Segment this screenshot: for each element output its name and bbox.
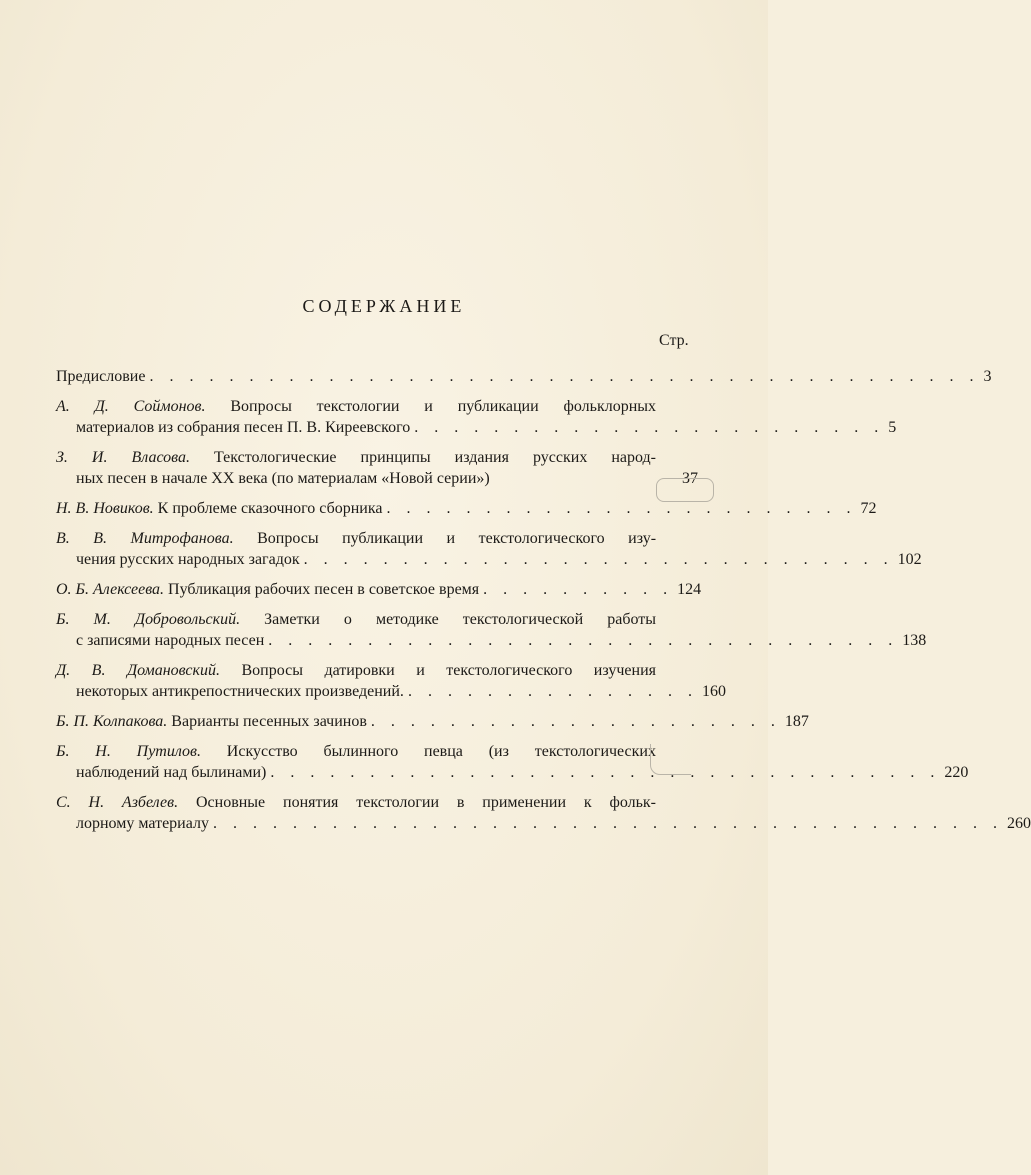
leader-dots: . . . . . . . . . . . . . . . . . . . . . . . . . . . . . . bbox=[303, 551, 894, 568]
toc-entry bbox=[56, 498, 877, 519]
leader-dots: . . . . . . . . . . . . . . . . . . . . . . . . . . . . . . . . . . . . . . . . bbox=[212, 815, 1003, 832]
leader-dots: . . . . . . . . . . . . . . . . . . . . . . . . bbox=[386, 500, 857, 517]
toc-entry-author: З. И. Власова. bbox=[56, 449, 190, 466]
toc-entry-page: 160 bbox=[701, 683, 726, 700]
toc-entry-title: Предисловие bbox=[56, 368, 146, 385]
toc-entry-title-line: Заметки о методике текстологической работы bbox=[264, 611, 656, 628]
leader-dots: . . . . . . . . . . . . . . . . . . . . . . . . bbox=[414, 419, 885, 436]
toc-entry-author: О. Б. Алексеева. bbox=[56, 581, 165, 598]
toc-entry-page: 220 bbox=[944, 764, 969, 781]
toc-entry-title-line: Основные понятия текстологии в применении к фольк- bbox=[195, 794, 657, 811]
leader-dots: . . . . . . . . . . . . . . . . . . . . . bbox=[370, 713, 781, 730]
toc-entry-title-last: Варианты песенных зачинов bbox=[171, 713, 367, 730]
toc-entry-title-last: чения русских народных загадок bbox=[76, 551, 300, 568]
toc-entry bbox=[56, 741, 969, 783]
toc-entry-page: 72 bbox=[860, 500, 877, 517]
toc-entry-title-last: лорному материалу bbox=[76, 815, 209, 832]
toc-entry-author: В. В. Митрофанова. bbox=[56, 530, 234, 547]
toc-entry-title-last: Публикация рабочих песен в советское время bbox=[168, 581, 480, 598]
toc-entry-page: 187 bbox=[784, 713, 809, 730]
pencil-mark bbox=[650, 744, 691, 775]
toc-entry-author: Б. П. Колпакова. bbox=[56, 713, 168, 730]
toc-entry-title-line: Текстологические принципы издания русских народ- bbox=[214, 449, 656, 466]
toc-entry bbox=[56, 396, 897, 438]
toc-entry-title-line: Вопросы датировки и текстологического изучения bbox=[241, 662, 656, 679]
leader-dots: . . . . . . . . . . . . . . . bbox=[407, 683, 698, 700]
leader-dots: . . . . . . . . . . . . . . . . . . . . . . . . . . . . . . . . . . . . . . . . . . bbox=[149, 368, 980, 385]
toc-entry-title-line: Вопросы публикации и текстологического изу- bbox=[257, 530, 657, 547]
toc-entry-page: 37 bbox=[682, 470, 698, 487]
toc-entry-author: Н. В. Новиков. bbox=[56, 500, 154, 517]
toc-entry-title-last: некоторых антикрепостнических произведений. bbox=[76, 683, 404, 700]
toc-entry-title-last: наблюдений над былинами) bbox=[76, 764, 267, 781]
toc-entry bbox=[56, 528, 922, 570]
leader-dots: . . . . . . . . . . . . . . . . . . . . . . . . . . . . . . . . . . bbox=[270, 764, 941, 781]
table-of-contents bbox=[56, 366, 1031, 843]
toc-entry bbox=[56, 792, 1031, 834]
toc-entry bbox=[56, 366, 992, 387]
toc-entry-title-last: ных песен в начале XX века (по материалам «Новой серии») bbox=[76, 470, 490, 487]
toc-entry bbox=[56, 711, 809, 732]
toc-entry bbox=[56, 609, 927, 651]
toc-entry-title-last: с записями народных песен bbox=[76, 632, 265, 649]
toc-entry-page: 138 bbox=[902, 632, 927, 649]
toc-entry-page: 3 bbox=[983, 368, 992, 385]
toc-entry-title-line: Искусство былинного певца (из текстологических bbox=[226, 743, 656, 760]
toc-entry-page: 5 bbox=[888, 419, 897, 436]
toc-entry-author: Б. Н. Путилов. bbox=[56, 743, 201, 760]
page-column-label: Стр. bbox=[659, 332, 689, 349]
toc-entry bbox=[56, 660, 726, 702]
toc-entry bbox=[56, 447, 698, 489]
toc-entry-page: 124 bbox=[677, 581, 702, 598]
toc-entry-author: Д. В. Домановский. bbox=[56, 662, 220, 679]
toc-entry-page: 102 bbox=[897, 551, 922, 568]
leader-dots: . . . . . . . . . . . . . . . . . . . . . . . . . . . . . . . . bbox=[268, 632, 899, 649]
toc-entry-page: 260 bbox=[1006, 815, 1031, 832]
toc-entry bbox=[56, 579, 702, 600]
toc-entry-title-last: материалов из собрания песен П. В. Киреевского bbox=[76, 419, 411, 436]
pencil-mark bbox=[656, 478, 714, 502]
leader-dots: . . . . . . . . . . bbox=[483, 581, 674, 598]
contents-heading: СОДЕРЖАНИЕ bbox=[302, 296, 466, 316]
toc-entry-title-last: К проблеме сказочного сборника bbox=[157, 500, 383, 517]
toc-entry-title-line: Вопросы текстологии и публикации фольклорных bbox=[230, 398, 657, 415]
toc-entry-author: Б. М. Добровольский. bbox=[56, 611, 241, 628]
toc-entry-author: А. Д. Соймонов. bbox=[56, 398, 206, 415]
toc-entry-author: С. Н. Азбелев. bbox=[56, 794, 179, 811]
